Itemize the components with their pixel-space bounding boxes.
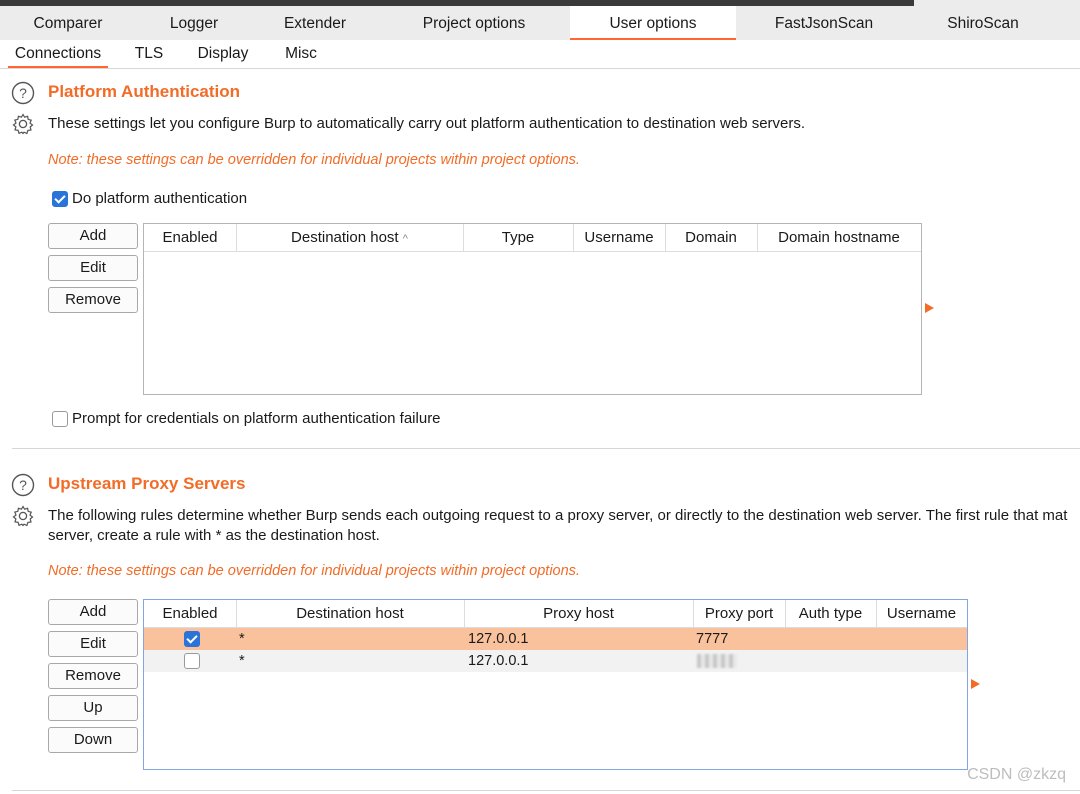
platform-auth-note: Note: these settings can be overridden for individual projects within project options. [48, 152, 580, 168]
subtab-tls[interactable]: TLS [134, 45, 164, 62]
svg-text:?: ? [19, 477, 27, 493]
row-enabled-checkbox[interactable] [184, 653, 200, 669]
table-header [144, 600, 967, 628]
platform-auth-remove-button[interactable]: Remove [48, 287, 138, 313]
subtab-misc[interactable]: Misc [285, 45, 317, 62]
svg-text:?: ? [19, 85, 27, 101]
column-header-destination-host[interactable] [236, 224, 464, 251]
prompt-credentials-label: Prompt for credentials on platform authentication failure [72, 410, 441, 427]
help-icon[interactable] [11, 81, 35, 105]
upstream-remove-button[interactable]: Remove [48, 663, 138, 689]
upstream-proxy-description: The following rules determine whether Burp sends each outgoing request to a proxy server, or directly to the destination web server. The first rule that mat [48, 507, 1068, 524]
platform-auth-title: Platform Authentication [48, 82, 241, 101]
tab-extender[interactable]: Extender [283, 15, 347, 32]
column-header-type[interactable]: Type [463, 224, 574, 251]
subtab-display[interactable]: Display [197, 45, 249, 62]
column-header-destination-host[interactable]: Destination host [236, 600, 465, 627]
sort-ascending-icon: ^ [402, 233, 408, 245]
platform-auth-add-button[interactable]: Add [48, 223, 138, 249]
table-row[interactable] [144, 628, 967, 650]
tab-logger[interactable]: Logger [169, 15, 219, 32]
column-header-username[interactable]: Username [573, 224, 666, 251]
upstream-proxy-table[interactable] [143, 599, 968, 770]
tab-project-options[interactable]: Project options [422, 15, 526, 32]
upstream-add-button[interactable]: Add [48, 599, 138, 625]
gear-icon[interactable] [11, 504, 35, 528]
do-platform-auth-checkbox[interactable] [52, 191, 68, 207]
platform-auth-table[interactable] [143, 223, 922, 395]
help-icon[interactable] [11, 473, 35, 497]
tab-comparer[interactable]: Comparer [33, 15, 103, 32]
column-header-enabled[interactable]: Enabled [144, 224, 237, 251]
table-header [144, 224, 921, 252]
column-header-enabled[interactable]: Enabled [144, 600, 237, 627]
sub-tab-bar [0, 40, 1080, 69]
expand-arrow-icon[interactable] [971, 679, 980, 689]
row-destination-host: * [239, 631, 245, 647]
watermark-text: CSDN @zkzq [967, 766, 1066, 783]
upstream-proxy-description-cont: server, create a rule with * as the destination host. [48, 527, 380, 544]
redacted-proxy-port [697, 654, 737, 668]
section-divider [12, 448, 1080, 449]
upstream-down-button[interactable]: Down [48, 727, 138, 753]
row-enabled-checkbox[interactable] [184, 631, 200, 647]
section-divider [12, 790, 1080, 791]
column-label: Destination host [291, 229, 399, 246]
column-header-username[interactable]: Username [886, 605, 957, 622]
prompt-credentials-checkbox[interactable] [52, 411, 68, 427]
column-header-domain-hostname[interactable]: Domain hostname [778, 229, 900, 246]
expand-arrow-icon[interactable] [925, 303, 934, 313]
platform-auth-edit-button[interactable]: Edit [48, 255, 138, 281]
row-proxy-host: 127.0.0.1 [468, 653, 529, 669]
tab-user-options[interactable]: User options [570, 6, 736, 40]
do-platform-auth-label: Do platform authentication [72, 190, 248, 207]
row-proxy-port: 7777 [696, 631, 729, 647]
table-row[interactable] [144, 650, 967, 672]
column-header-proxy-host[interactable]: Proxy host [464, 600, 694, 627]
upstream-proxy-title: Upstream Proxy Servers [48, 474, 246, 493]
row-destination-host: * [239, 653, 245, 669]
column-header-proxy-port[interactable]: Proxy port [693, 600, 786, 627]
upstream-up-button[interactable]: Up [48, 695, 138, 721]
platform-auth-description: These settings let you configure Burp to automatically carry out platform authentication to destination web servers. [48, 115, 806, 132]
main-tab-bar [0, 6, 1080, 41]
column-header-auth-type[interactable]: Auth type [785, 600, 877, 627]
subtab-connections[interactable]: Connections [8, 40, 108, 68]
column-header-domain[interactable]: Domain [665, 224, 758, 251]
upstream-edit-button[interactable]: Edit [48, 631, 138, 657]
row-proxy-host: 127.0.0.1 [468, 631, 529, 647]
tab-shiroscan[interactable]: ShiroScan [947, 15, 1019, 32]
upstream-proxy-note: Note: these settings can be overridden for individual projects within project options. [48, 563, 580, 579]
gear-icon[interactable] [11, 112, 35, 136]
tab-fastjsonscan[interactable]: FastJsonScan [774, 15, 874, 32]
